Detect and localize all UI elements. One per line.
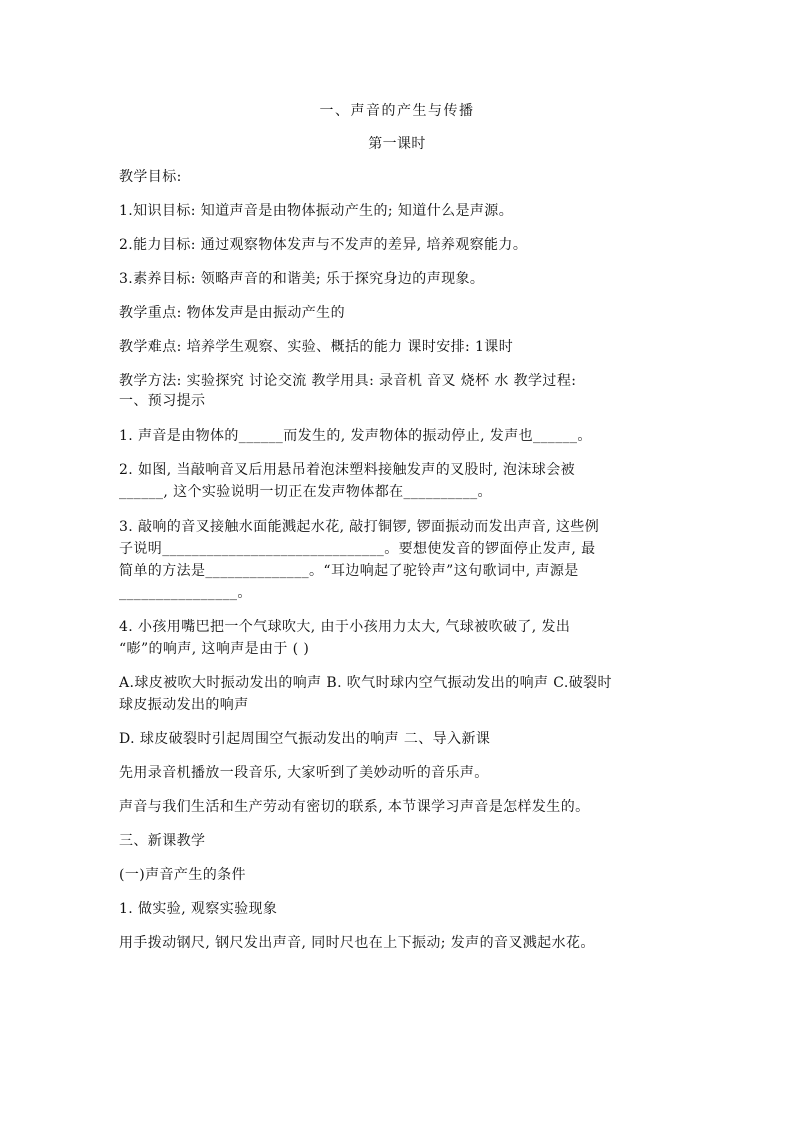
text-line: 3.素养目标: 领略声音的和谐美; 乐于探究身边的声现象。 — [119, 271, 485, 287]
section-heading: 一、预习提示 — [119, 393, 206, 409]
section-heading: 三、新课教学 — [119, 833, 206, 849]
text-line: “嘭”的响声, 这响声是由于 ( ) — [119, 641, 310, 657]
text-line: 球皮振动发出的响声 — [119, 697, 249, 713]
text-line: A.球皮被吹大时振动发出的响声 B. 吹气时球内空气振动发出的响声 C.破裂时 — [119, 675, 612, 691]
text-line: 先用录音机播放一段音乐, 大家听到了美妙动听的音乐声。 — [119, 765, 489, 781]
text-line: 3. 敲响的音叉接触水面能溅起水花, 敲打铜锣, 锣面振动而发出声音, 这些例 — [119, 519, 600, 535]
text-line: 声音与我们生活和生产劳动有密切的联系, 本节课学习声音是怎样发生的。 — [119, 799, 590, 815]
document-subtitle: 第一课时 — [368, 136, 426, 152]
text-line: 教学重点: 物体发声是由振动产生的 — [119, 305, 345, 321]
text-line: 用手拨动钢尺, 钢尺发出声音, 同时尺也在上下振动; 发声的音叉溅起水花。 — [119, 935, 595, 951]
text-line: 教学方法: 实验探究 讨论交流 教学用具: 录音机 音叉 烧杯 水 教学过程: — [119, 373, 577, 389]
text-line: 4. 小孩用嘴巴把一个气球吹大, 由于小孩用力太大, 气球被吹破了, 发出 — [119, 619, 571, 635]
text-line: 1. 声音是由物体的______而发生的, 发声物体的振动停止, 发声也______。 — [119, 428, 592, 444]
text-line: 1.知识目标: 知道声音是由物体振动产生的; 知道什么是声源。 — [119, 203, 514, 219]
text-line: 2.能力目标: 通过观察物体发声与不发声的差异, 培养观察能力。 — [119, 237, 528, 253]
text-line: 简单的方法是______________。“耳边响起了驼铃声”这句歌词中, 声源是 — [119, 563, 579, 579]
text-line: 2. 如图, 当敲响音叉后用悬吊着泡沫塑料接触发声的叉股时, 泡沫球会被 — [119, 462, 576, 478]
text-line: 1. 做实验, 观察实验现象 — [119, 901, 278, 917]
text-line: 教学目标: — [119, 169, 182, 185]
text-line: D. 球皮破裂时引起周围空气振动发出的响声 二、导入新课 — [119, 731, 491, 747]
text-line: 教学难点: 培养学生观察、实验、概括的能力 课时安排: 1课时 — [119, 339, 514, 355]
text-line: 子说明______________________________。要想使发音的锣面停止发声, 最 — [119, 541, 596, 557]
subsection-heading: (一)声音产生的条件 — [119, 867, 246, 883]
document-title: 一、声音的产生与传播 — [319, 103, 475, 119]
text-line: ______, 这个实验说明一切正在发声物体都在__________。 — [119, 484, 492, 500]
text-line: ________________。 — [119, 585, 252, 601]
